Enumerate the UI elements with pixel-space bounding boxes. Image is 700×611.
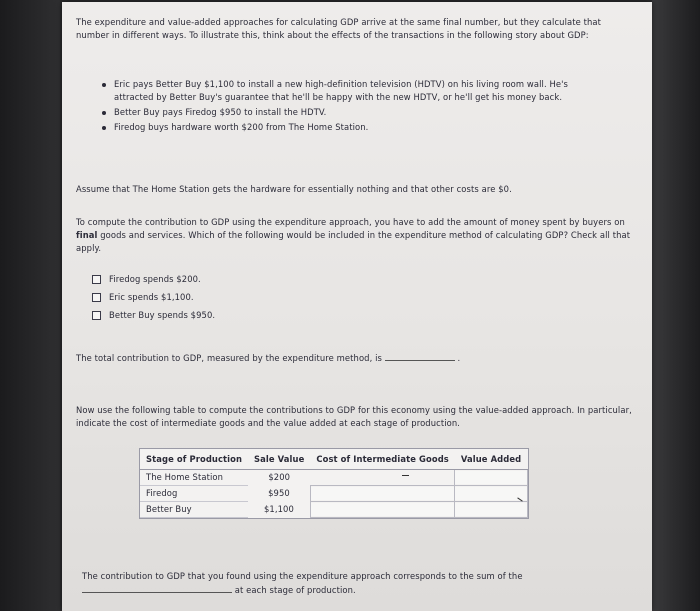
intro-text: The expenditure and value-added approaches for calculating GDP arrive at the same final number, but they calculate that number in different ways. To illustrate this, think about the effects of the transactions in the following story about GDP:: [76, 17, 602, 40]
table-row: [140, 502, 527, 518]
checkbox[interactable]: [92, 311, 101, 320]
bullet-item: Firedog buys hardware worth $200 from The Home Station.: [114, 121, 594, 134]
conclusion-text-end: at each stage of production.: [234, 585, 356, 595]
total-statement-text: The total contribution to GDP, measured by the expenditure method, is: [76, 353, 383, 363]
value-added-input[interactable]: [455, 470, 527, 486]
option-firedog[interactable]: [92, 270, 215, 288]
expenditure-question: [76, 216, 636, 255]
bullet-item: Eric pays Better Buy $1,100 to install a new high-definition television (HDTV) on his living room wall. He's attracted by Better Buy's guarantee that he'll be happy with the new HDTV, or he'll get his money back.: [114, 78, 594, 104]
value-added-table: [140, 449, 528, 518]
conclusion-text: The contribution to GDP that you found using the expenditure approach corresponds to the sum of the: [82, 571, 523, 581]
story-bullets: [114, 78, 594, 136]
intermediate-cost-input[interactable]: [310, 502, 455, 518]
total-statement-end: .: [457, 353, 461, 363]
table-row: [140, 486, 527, 502]
stage-cell: The Home Station: [140, 470, 248, 486]
option-label: Better Buy spends $950.: [109, 309, 216, 320]
bullet-item: Better Buy pays Firedog $950 to install the HDTV.: [114, 106, 594, 119]
checkbox[interactable]: [92, 293, 101, 302]
table-row: [140, 470, 527, 486]
table-intro-text: Now use the following table to compute the contributions to GDP for this economy using the value-added approach. In particular, indicate the cost of intermediate goods and the value added at each stage of production.: [76, 405, 632, 428]
stage-cell: Better Buy: [140, 502, 248, 518]
conclusion-dropdown[interactable]: [82, 583, 232, 593]
sale-value-cell: $1,100: [264, 504, 294, 514]
option-better-buy[interactable]: [92, 306, 215, 324]
header-sale-value: Sale Value: [248, 449, 310, 470]
question-text-part1: To compute the contribution to GDP using the expenditure approach, you have to add the amount of money spent by buyers on: [76, 217, 625, 227]
intermediate-cost-input[interactable]: [310, 486, 455, 502]
sale-value-cell: $950: [268, 488, 290, 498]
intermediate-cost-cell: [310, 470, 455, 486]
value-added-input[interactable]: [455, 502, 527, 518]
option-label: Eric spends $1,100.: [109, 291, 194, 302]
header-intermediate-cost: Cost of Intermediate Goods: [310, 449, 455, 470]
sale-value-cell: $200: [268, 472, 291, 483]
question-emphasis: final: [76, 230, 98, 240]
checkbox[interactable]: [92, 275, 101, 284]
photo-background-left: [0, 0, 60, 611]
option-eric[interactable]: [92, 288, 215, 306]
header-value-added: Value Added: [455, 449, 527, 470]
value-added-input[interactable]: [455, 486, 527, 502]
total-contribution-statement: [76, 351, 636, 365]
option-label: Firedog spends $200.: [109, 273, 201, 284]
dash-mark: [402, 475, 409, 476]
question-text-part2: goods and services. Which of the following would be included in the expenditure method of calculating GDP? Check all that apply.: [76, 230, 631, 253]
question-page: [62, 2, 652, 611]
stage-cell: Firedog: [140, 486, 248, 502]
photo-background-right: [652, 0, 700, 611]
total-gdp-input[interactable]: [385, 351, 455, 361]
conclusion-statement: [82, 570, 642, 597]
header-stage: Stage of Production: [140, 449, 248, 470]
checkbox-options: [92, 270, 215, 324]
assumption-text: Assume that The Home Station gets the hardware for essentially nothing and that other costs are $0.: [76, 184, 512, 194]
